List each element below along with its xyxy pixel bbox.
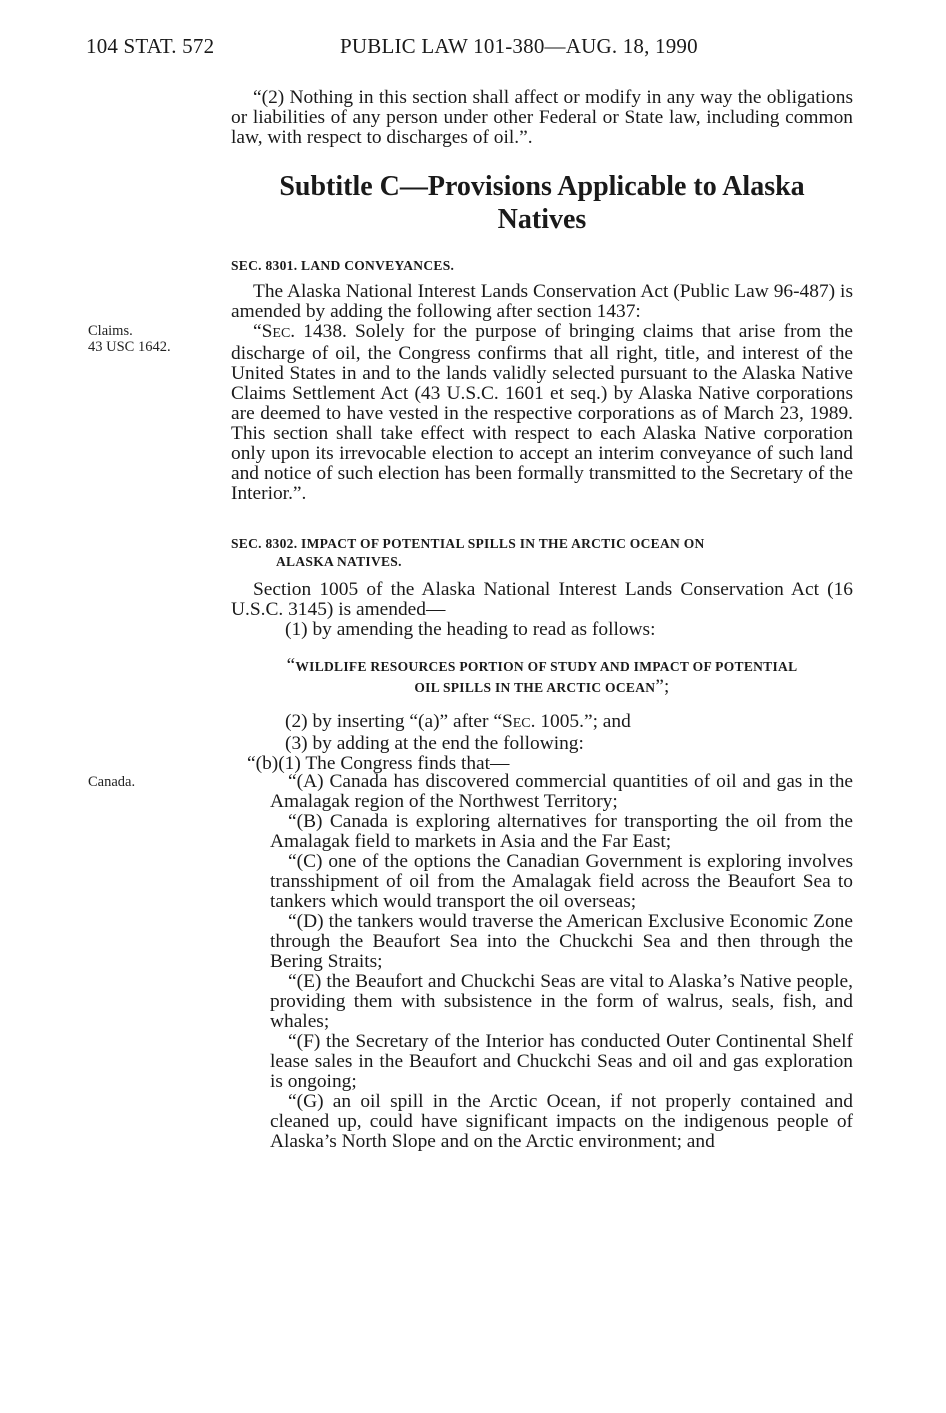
section-8302-item-1: (1) by amending the heading to read as follows: [285,619,656,640]
finding-d: “(D) the tankers would traverse the American Exclusive Economic Zone through the Beaufort Sea into the Chuckchi Sea and then through the Bering Straits; [270,911,853,972]
section-8301-heading: SEC. 8301. LAND CONVEYANCES. [231,258,455,273]
subsection-b-1: “(b)(1) The Congress finds that— [247,753,510,774]
section-8301-body [231,282,853,504]
section-8302-body [231,580,853,640]
margin-note-claims-citation: 43 USC 1642. [88,339,171,355]
finding-a: “(A) Canada has discovered commercial quantities of oil and gas in the Amalagak region of the Northwest Territory; [270,771,853,812]
quoted-heading-line-2 [231,677,853,698]
section-8302-heading-block [231,534,853,571]
finding-b: “(B) Canada is exploring alternatives for transporting the oil from the Amalagak field to markets in Asia and the Far East; [270,811,853,852]
item-2-text-b: . 1005.”; and [530,711,631,732]
section-8301-paragraph-2 [231,322,853,504]
item-2-text-a: (2) by inserting “(a)” after “S [285,711,513,732]
intro-paragraph: “(2) Nothing in this section shall affect or modify in any way the obligations or liabilities of any person under other Federal or State law, including common law, with respect to discharges of oil.”. [231,87,853,148]
subtitle-heading [231,170,853,236]
quoted-section-heading [231,656,853,698]
section-8302-paragraph-1: Section 1005 of the Alaska National Interest Lands Conservation Act (16 U.S.C. 3145) is amended— [231,579,853,620]
sec-1438-open: “S [253,321,273,342]
margin-note-claims-label: Claims. [88,323,133,339]
intro-paragraph-block [231,88,853,148]
sec-1438-smallcaps: EC [272,326,291,341]
quoted-heading-open-quote: “ [286,655,296,676]
section-8302-item-2 [231,712,853,734]
margin-note-claims [88,323,218,355]
section-8301-heading-block [231,256,853,275]
finding-c: “(C) one of the options the Canadian Government is exploring involves transshipment of oil from the Amalagak field across the Beaufort Sea to tankers which would transport the oil overseas; [270,851,853,912]
finding-e: “(E) the Beaufort and Chuckchi Seas are vital to Alaska’s Native people, providing them with subsistence in the form of walrus, seals, fish, and whales; [270,971,853,1032]
findings-list [270,772,853,1152]
section-8301-paragraph-1: The Alaska National Interest Lands Conservation Act (Public Law 96-487) is amended by adding the following after section 1437: [231,281,853,322]
quoted-heading-close-quote: ”; [655,676,670,697]
sec-1438-text: . 1438. Solely for the purpose of bringing claims that arise from the discharge of oil, the Congress confirms that all right, title, and interest of the United States in and to the lands validly selected pursuant to the Alaska Native Claims Settlement Act (43 U.S.C. 1601 et seq.) by Alaska Native corporations are deemed to have vested in the respective corporations as of March 23, 1989. This section shall take effect with respect to each Alaska Native corporation only upon its irrevocable election to accept an interim conveyance of such land and notice of such election has been formally transmitted to the Secretary of the Interior.”. [231,321,853,504]
public-law-reference: PUBLIC LAW 101-380—AUG. 18, 1990 [340,34,698,58]
quoted-heading-text-2: OIL SPILLS IN THE ARCTIC OCEAN [414,680,656,695]
section-8302-items [231,712,853,774]
section-8302-heading-line-1: SEC. 8302. IMPACT OF POTENTIAL SPILLS IN THE ARCTIC OCEAN ON [231,536,705,551]
finding-f: “(F) the Secretary of the Interior has conducted Outer Continental Shelf lease sales in the Beaufort and Chuckchi Seas and oil and gas exploration is ongoing; [270,1031,853,1092]
item-2-smallcaps: EC [512,716,531,731]
section-8302-heading-line-2: ALASKA NATIVES. [276,554,402,569]
subtitle-line-2: Natives [497,204,587,235]
quoted-heading-line-1 [231,656,853,677]
section-8302-item-3: (3) by adding at the end the following: [285,733,584,754]
stat-reference: 104 STAT. 572 [86,34,215,58]
margin-note-canada: Canada. [88,774,136,790]
subtitle-line-1: Subtitle C—Provisions Applicable to Alaska [279,171,805,202]
finding-g: “(G) an oil spill in the Arctic Ocean, if not properly contained and cleaned up, could have significant impacts on the indigenous people of Alaska’s North Slope and on the Arctic environment; and [270,1091,853,1152]
quoted-heading-text-1: WILDLIFE RESOURCES PORTION OF STUDY AND IMPACT OF POTENTIAL [295,659,798,674]
